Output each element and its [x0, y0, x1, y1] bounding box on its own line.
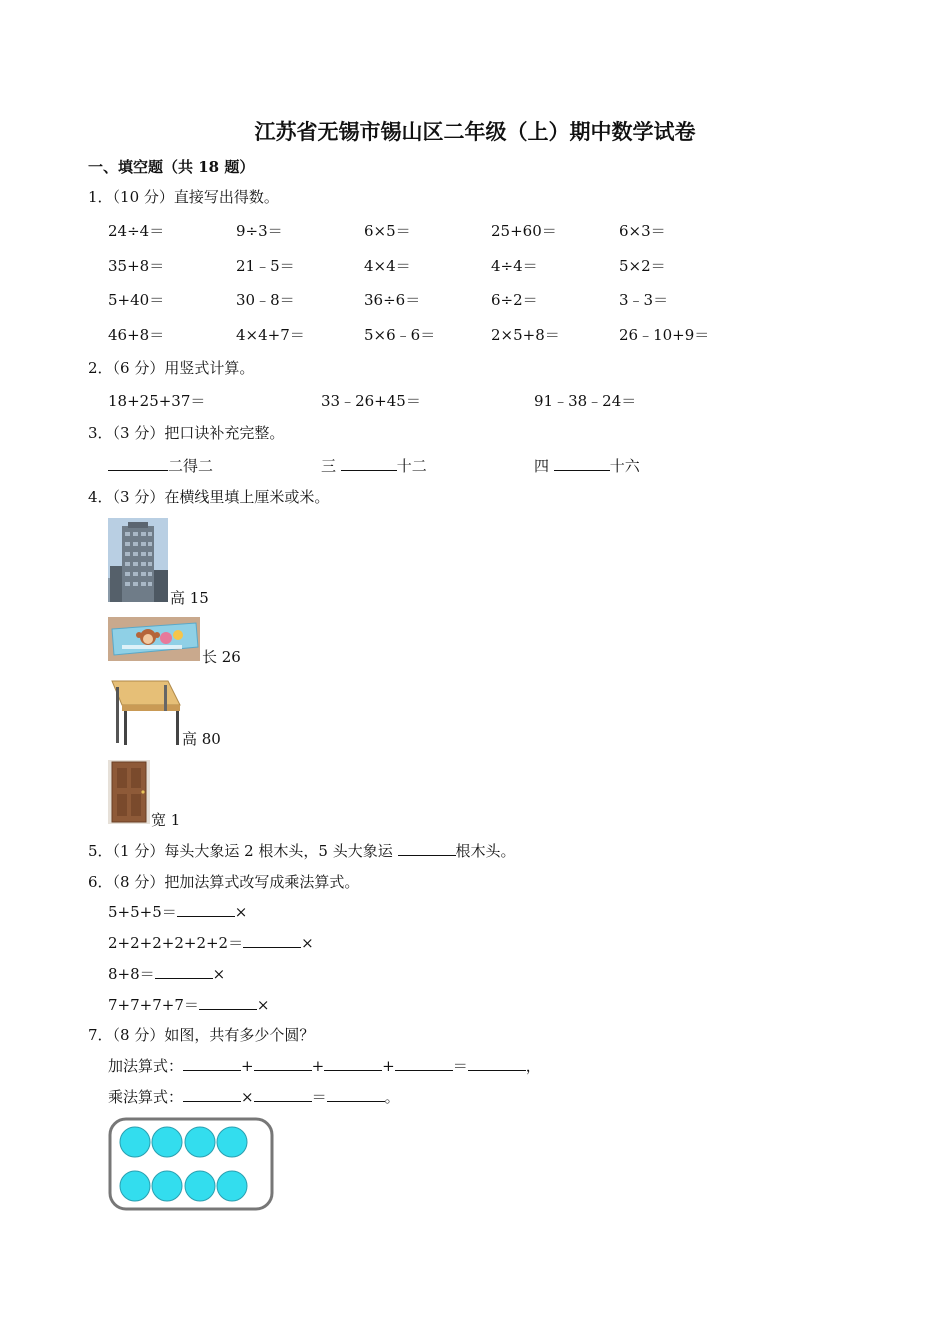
door-image	[108, 760, 150, 824]
plus-sign: +	[241, 1057, 254, 1075]
q5-stem	[88, 841, 516, 861]
q2-item: 33﹣26+45＝	[321, 392, 421, 410]
q3-item	[321, 456, 427, 476]
answer-blank[interactable]	[254, 1056, 312, 1071]
equals-sign: ＝	[452, 1057, 468, 1075]
q7-mul-label: 乘法算式：	[108, 1088, 184, 1106]
q3-pre: 三	[321, 457, 341, 475]
q1-item: 3﹣3＝	[619, 291, 669, 309]
q7-add-label: 加法算式：	[108, 1057, 184, 1075]
circle	[185, 1127, 215, 1157]
q1-item: 30﹣8＝	[236, 291, 295, 309]
q6-item	[108, 933, 314, 953]
q3-post: 二得二	[168, 457, 214, 475]
comma: ，	[525, 1057, 541, 1075]
q1-item: 24÷4＝	[108, 222, 165, 240]
pencil-box-image	[108, 617, 200, 661]
circle	[217, 1171, 247, 1201]
q1-item: 46+8＝	[108, 326, 165, 344]
q1-item: 5×6﹣6＝	[364, 326, 436, 344]
q2-stem: 2．（6 分）用竖式计算。	[88, 359, 255, 377]
circle	[152, 1171, 182, 1201]
q6-stem: 6．（8 分）把加法算式改写成乘法算式。	[88, 873, 360, 891]
q5-post: 根木头。	[455, 842, 516, 860]
q3-pre: 四	[534, 457, 554, 475]
answer-blank[interactable]	[395, 1056, 453, 1071]
answer-blank[interactable]	[108, 456, 168, 471]
circle	[120, 1171, 150, 1201]
q4-label: 长 26	[202, 648, 241, 666]
q6-expr: 7+7+7+7＝	[108, 996, 199, 1014]
answer-blank[interactable]	[183, 1087, 241, 1102]
q1-item: 35+8＝	[108, 257, 165, 275]
q1-item: 36÷6＝	[364, 291, 421, 309]
q4-label: 高 15	[170, 589, 209, 607]
q4-label: 高 80	[182, 730, 221, 748]
section-heading: 一、填空题（共 18 题）	[88, 158, 255, 176]
q6-expr: 8+8＝	[108, 965, 155, 983]
times-sign: ×	[241, 1088, 254, 1106]
q5-pre: 5．（1 分）每头大象运 2 根木头，5 头大象运	[88, 842, 398, 860]
answer-blank[interactable]	[243, 933, 301, 948]
q1-item: 2×5+8＝	[491, 326, 560, 344]
circles-figure	[108, 1117, 274, 1213]
answer-blank[interactable]	[155, 964, 213, 979]
answer-blank[interactable]	[199, 995, 257, 1010]
q1-stem: 1．（10 分）直接写出得数。	[88, 188, 279, 206]
q3-post: 十六	[609, 457, 640, 475]
period: 。	[384, 1088, 400, 1106]
q6-times: ×	[256, 996, 270, 1014]
equals-sign: ＝	[311, 1088, 327, 1106]
circle	[185, 1171, 215, 1201]
q3-post: 十二	[396, 457, 427, 475]
page-title: 江苏省无锡市锡山区二年级（上）期中数学试卷	[254, 119, 696, 144]
q2-item: 18+25+37＝	[108, 392, 206, 410]
q1-item: 5+40＝	[108, 291, 165, 309]
q4-label: 宽 1	[151, 811, 181, 829]
q1-item: 21﹣5＝	[236, 257, 295, 275]
answer-blank[interactable]	[183, 1056, 241, 1071]
q1-item: 6×5＝	[364, 222, 411, 240]
q6-times: ×	[234, 903, 248, 921]
q3-item	[534, 456, 640, 476]
answer-blank[interactable]	[468, 1056, 526, 1071]
answer-blank[interactable]	[341, 456, 397, 471]
q1-item: 4÷4＝	[491, 257, 538, 275]
answer-blank[interactable]	[554, 456, 610, 471]
desk-image	[108, 677, 182, 745]
q1-item: 6×3＝	[619, 222, 666, 240]
q6-expr: 2+2+2+2+2+2＝	[108, 934, 244, 952]
plus-sign: +	[311, 1057, 325, 1075]
q1-item: 5×2＝	[619, 257, 666, 275]
q1-item: 9÷3＝	[236, 222, 283, 240]
q3-item	[108, 456, 213, 476]
q7-stem: 7．（8 分）如图，共有多少个圆？	[88, 1026, 315, 1044]
building-image	[108, 518, 168, 602]
circle	[120, 1127, 150, 1157]
q1-item: 26﹣10+9＝	[619, 326, 710, 344]
answer-blank[interactable]	[324, 1056, 382, 1071]
q6-item	[108, 964, 225, 984]
q3-stem: 3．（3 分）把口诀补充完整。	[88, 424, 285, 442]
q7-mul-line	[108, 1087, 400, 1107]
circle	[217, 1127, 247, 1157]
q2-item: 91﹣38﹣24＝	[534, 392, 637, 410]
q6-times: ×	[301, 934, 314, 952]
answer-blank[interactable]	[177, 902, 235, 917]
plus-sign: +	[382, 1057, 395, 1075]
q6-item	[108, 995, 269, 1015]
q1-item: 6÷2＝	[491, 291, 538, 309]
q6-expr: 5+5+5＝	[108, 903, 177, 921]
q4-stem: 4．（3 分）在横线里填上厘米或米。	[88, 488, 330, 506]
answer-blank[interactable]	[398, 841, 456, 856]
circle	[152, 1127, 182, 1157]
q6-item	[108, 902, 247, 922]
q7-add-line	[108, 1056, 541, 1076]
q1-item: 25+60＝	[491, 222, 557, 240]
answer-blank[interactable]	[327, 1087, 385, 1102]
answer-blank[interactable]	[254, 1087, 312, 1102]
q6-times: ×	[212, 965, 226, 983]
q1-item: 4×4＝	[364, 257, 411, 275]
q1-item: 4×4+7＝	[236, 326, 305, 344]
